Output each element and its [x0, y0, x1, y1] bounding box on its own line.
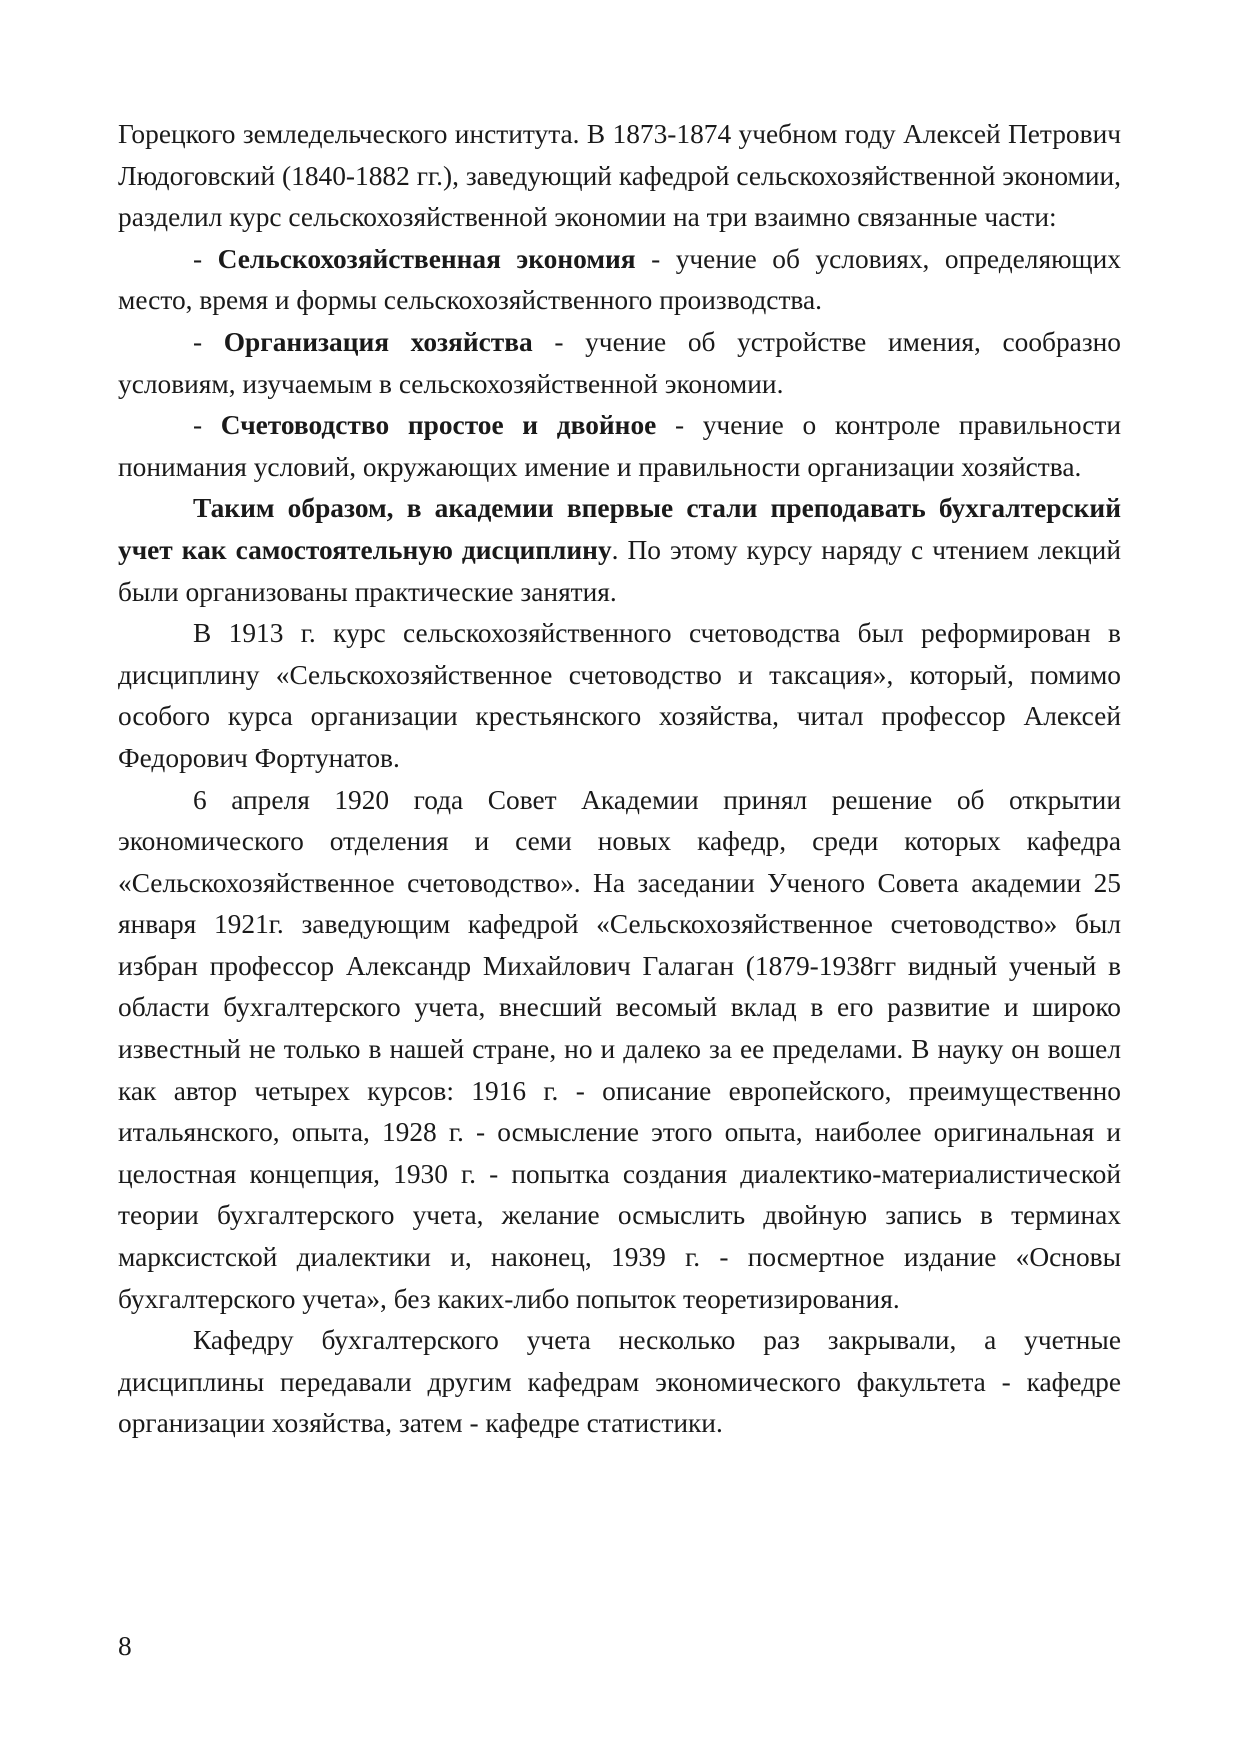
definition-agricultural-economics: - учение об условиях, определяющих место, время и формы сельскохозяйственного производства. — [118, 243, 1121, 316]
paragraph-1920-council: 6 апреля 1920 года Совет Академии принял решение об открытии экономического отделения и семи новых кафедр, среди которых кафедра «Сельскохозяйственное счетоводство». На заседании Ученого Совета академии 25 января 1921г. заведующим кафедрой «Сельскохозяйственное счетоводство» был избран профессор Александр Михайлович Галаган (1879-1938гг видный ученый в области бухгалтерского учета, внесший весомый вклад в его развитие и широко известный не только в нашей стране, но и далеко за ее пределами. В науку он вошел как автор четырех курсов: 1916 г. - описание европейского, преимущественно итальянского, опыта, 1928 г. - осмысление этого опыта, наиболее оригинальная и целостная концепция, 1930 г. - попытка создания диалектико-материалистической теории бухгалтерского учета, желание осмыслить двойную запись в терминах марксистской диалектики и, наконец, 1939 г. - посмертное издание «Основы бухгалтерского учета», без каких-либо попыток теоретизирования. — [118, 784, 1121, 1314]
term-farm-organization: Организация хозяйства — [223, 326, 533, 357]
paragraph-independent-discipline-rest: . По этому курсу наряду с чтением лекций были организованы практические занятия. — [118, 534, 1121, 607]
list-dash: - — [193, 326, 224, 357]
emphasis-independent-discipline: Таким образом, в академии впервые стали преподавать бухгалтерский учет как самостоятельную дисциплину — [118, 493, 1121, 565]
paragraph-independent-discipline — [118, 488, 1121, 613]
paragraph-agricultural-economics — [118, 239, 1121, 322]
list-dash: - — [193, 410, 221, 441]
body-text — [118, 114, 1121, 1445]
paragraph-institute-intro: Горецкого земледельческого института. В 1873-1874 учебном году Алексей Петрович Людоговский (1840-1882 гг.), заведующий кафедрой сельскохозяйственной экономии, разделил курс сельскохозяйственной экономии на три взаимно связанные части: — [118, 119, 1121, 233]
definition-bookkeeping: - учение о контроле правильности понимания условий, окружающих имение и правильности организации хозяйства. — [118, 410, 1121, 482]
paragraph-department-closures: Кафедру бухгалтерского учета несколько раз закрывали, а учетные дисциплины передавали другим кафедрам экономического факультета - кафедре организации хозяйства, затем - кафедре статистики. — [118, 1325, 1121, 1439]
paragraph-bookkeeping — [118, 405, 1121, 488]
paragraph-1913-reform: В 1913 г. курс сельскохозяйственного счетоводства был реформирован в дисциплину «Сельскохозяйственное счетоводство и таксация», который, помимо особого курса организации крестьянского хозяйства, читал профессор Алексей Федорович Фортунатов. — [118, 618, 1121, 773]
paragraph-farm-organization — [118, 322, 1121, 405]
term-agricultural-economics: Сельскохозяйственная экономия — [217, 243, 636, 274]
list-dash: - — [193, 243, 218, 274]
term-bookkeeping: Счетоводство простое и двойное — [220, 410, 657, 441]
definition-farm-organization: - учение об устройстве имения, сообразно условиям, изучаемым в сельскохозяйственной экономии. — [118, 326, 1121, 399]
page-number: 8 — [118, 1631, 132, 1661]
